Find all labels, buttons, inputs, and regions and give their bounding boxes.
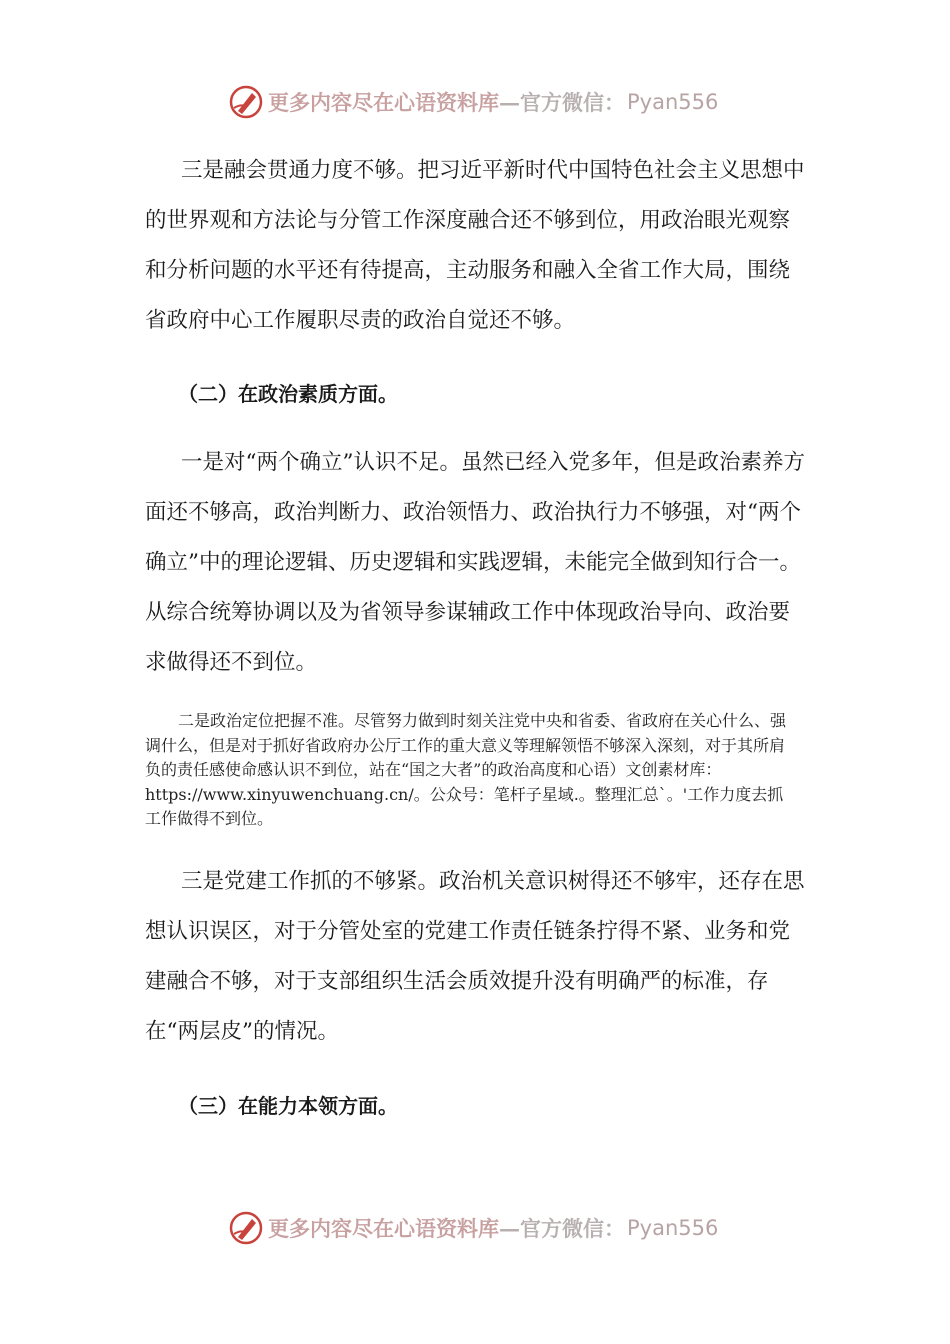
banner-dash-text: —官方微信：: [499, 1216, 625, 1241]
section-heading-ability: （三）在能力本领方面。: [178, 1094, 398, 1118]
paragraph-text: 三是融会贯通力度不够。把习近平新时代中国特色社会主义思想中的世界观和方法论与分管工作深度融合还不够到位，用政治眼光观察和分析问题的水平还有待提高，主动服务和融入全省工作大局，围绕省政府中心工作履职尽责的政治自觉还不够。: [145, 158, 805, 333]
paragraph-integration: [145, 146, 805, 346]
paragraph-text: 二是政治定位把握不准。尽管努力做到时刻关注党中央和省委、省政府在关心什么、强调什么，但是对于抓好省政府办公厅工作的重大意义等理解领悟不够深入深刻，对于其所肩负的责任感使命感认识不到位，站在“国之大者”的政治高度和心语）文创素材库：https://www.xinyuwenchuang.cn/。公众号：笔杆子星域.。整理汇总`。'工作力度去抓工作做得不到位。: [145, 711, 787, 829]
header-banner: [228, 80, 718, 124]
banner-wechat-id: Pyan556: [627, 90, 719, 114]
paragraph-political-positioning: [145, 709, 797, 832]
paragraph-text: 三是党建工作抓的不够紧。政治机关意识树得还不够牢，还存在思想认识误区，对于分管处室的党建工作责任链条拧得不紧、业务和党建融合不够，对于支部组织生活会质效提升没有明确严的标准，存在“两层皮”的情况。: [145, 869, 805, 1044]
paragraph-party-building: [145, 857, 805, 1057]
banner-brand-text: 更多内容尽在心语资料库: [268, 1216, 499, 1241]
pen-nib-logo-icon: [228, 1210, 264, 1246]
banner-brand-text: 更多内容尽在心语资料库: [268, 90, 499, 115]
footer-banner: [228, 1206, 718, 1250]
banner-wechat-id: Pyan556: [627, 1216, 719, 1240]
paragraph-two-establishments: [145, 438, 805, 688]
banner-dash-text: —官方微信：: [499, 90, 625, 115]
pen-nib-logo-icon: [228, 84, 264, 120]
section-heading-political-quality: （二）在政治素质方面。: [178, 382, 398, 406]
paragraph-text: 一是对“两个确立”认识不足。虽然已经入党多年，但是政治素养方面还不够高，政治判断力、政治领悟力、政治执行力不够强，对“两个确立”中的理论逻辑、历史逻辑和实践逻辑，未能完全做到知行合一。从综合统筹协调以及为省领导参谋辅政工作中体现政治导向、政治要求做得还不到位。: [145, 450, 805, 675]
